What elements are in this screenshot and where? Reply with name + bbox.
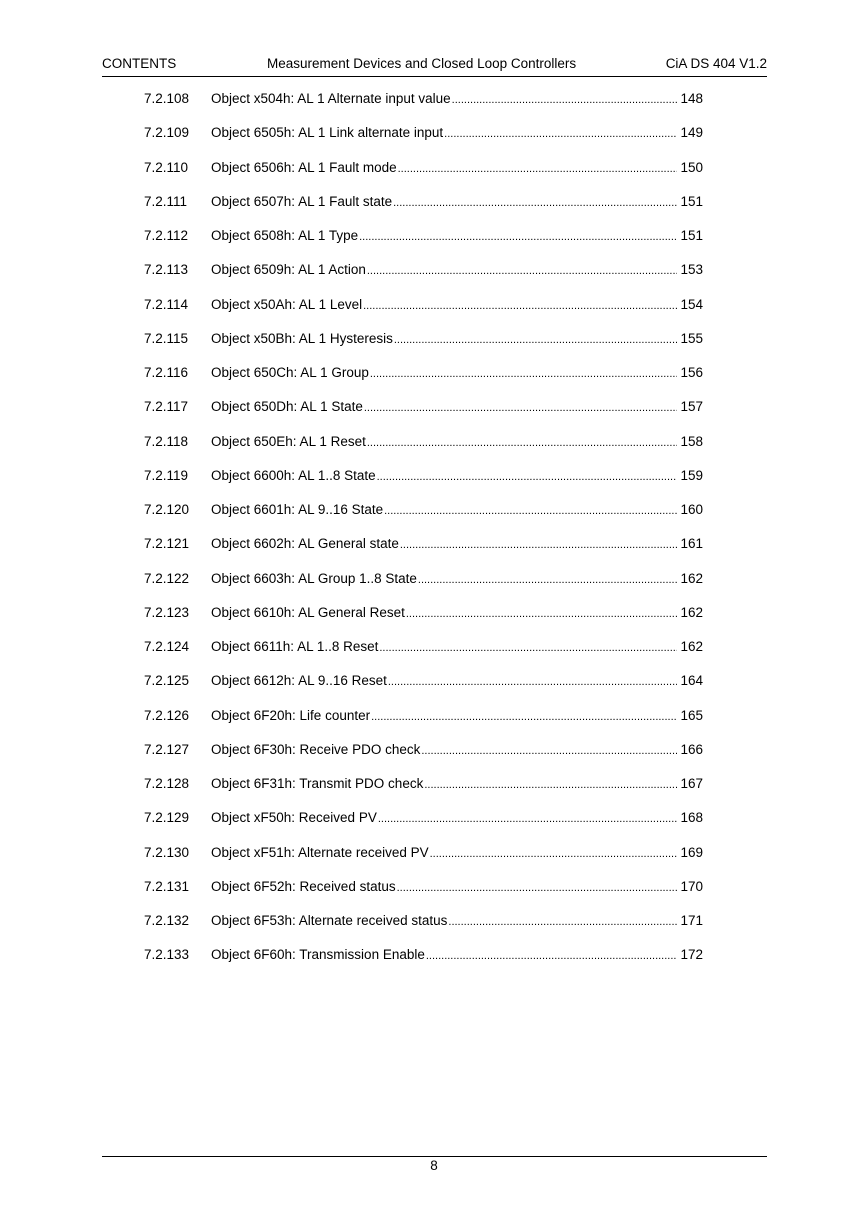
toc-entry-title: Object 6F20h: Life counter	[211, 707, 371, 723]
toc-entry[interactable]	[0, 396, 868, 430]
toc-entry-line	[211, 605, 703, 620]
toc-entry-title: Object 6600h: AL 1..8 State	[211, 467, 376, 483]
toc-entry-title: Object 6F31h: Transmit PDO check	[211, 776, 424, 791]
toc-entry-line	[211, 947, 703, 962]
toc-dot-leader	[377, 471, 678, 483]
toc-entry-title: Object 650Eh: AL 1 Reset	[211, 433, 366, 449]
toc-entry-line	[211, 91, 703, 106]
toc-entry-page: 157	[680, 399, 703, 415]
toc-entry[interactable]	[0, 499, 868, 533]
toc-entry-number: 7.2.124	[144, 639, 190, 654]
toc-entry-page: 159	[680, 467, 703, 483]
toc-entry[interactable]	[0, 670, 868, 704]
toc-entry-page: 170	[680, 878, 703, 894]
toc-entry-number: 7.2.123	[144, 604, 190, 620]
toc-entry-title: Object 6601h: AL 9..16 State	[211, 502, 384, 517]
toc-entry-number: 7.2.130	[144, 844, 190, 860]
toc-entry[interactable]	[0, 602, 868, 636]
toc-entry-line	[211, 673, 703, 688]
toc-dot-leader	[393, 197, 677, 209]
toc-entry-line	[211, 913, 703, 928]
toc-entry-number: 7.2.119	[144, 467, 189, 483]
toc-entry-line	[211, 810, 703, 825]
toc-entry[interactable]	[0, 294, 868, 328]
toc-dot-leader	[418, 574, 678, 586]
toc-entry-title: Object x50Ah: AL 1 Level	[211, 296, 363, 312]
toc-entry[interactable]	[0, 328, 868, 362]
toc-entry-line	[211, 742, 703, 757]
toc-entry[interactable]	[0, 568, 868, 602]
toc-entry[interactable]	[0, 88, 868, 122]
toc-dot-leader	[394, 334, 678, 346]
table-of-contents	[0, 88, 868, 979]
toc-entry-title: Object x50Bh: AL 1 Hysteresis	[211, 330, 393, 346]
toc-dot-leader	[424, 779, 677, 791]
toc-entry-line	[211, 845, 703, 860]
toc-entry[interactable]	[0, 431, 868, 465]
toc-entry-page: 151	[680, 228, 703, 243]
toc-entry-title: Object 6612h: AL 9..16 Reset	[211, 673, 387, 689]
toc-entry-title: Object 6610h: AL General Reset	[211, 604, 405, 620]
toc-dot-leader	[364, 402, 678, 414]
toc-entry-number: 7.2.129	[144, 810, 190, 826]
toc-entry[interactable]	[0, 739, 868, 773]
toc-entry-number: 7.2.125	[144, 673, 190, 689]
toc-entry-number: 7.2.133	[144, 947, 190, 963]
toc-entry-title: Object 650Dh: AL 1 State	[211, 399, 363, 415]
toc-entry-line	[211, 571, 703, 586]
toc-dot-leader	[406, 608, 678, 620]
toc-entry[interactable]	[0, 807, 868, 841]
toc-dot-leader	[379, 642, 677, 654]
toc-entry-title: Object 6F60h: Transmission Enable	[211, 947, 425, 963]
toc-entry-title: Object 6F52h: Received status	[211, 878, 396, 894]
toc-entry[interactable]	[0, 225, 868, 259]
toc-entry-page: 154	[680, 296, 703, 312]
toc-entry[interactable]	[0, 362, 868, 396]
toc-entry-title: Object 6506h: AL 1 Fault mode	[211, 159, 397, 175]
toc-entry-line	[211, 194, 703, 209]
toc-entry-title: Object 6611h: AL 1..8 Reset	[211, 639, 379, 654]
toc-entry-page: 160	[680, 502, 703, 517]
toc-entry-line	[211, 536, 703, 551]
toc-entry-number: 7.2.113	[144, 262, 189, 278]
toc-entry-number: 7.2.126	[144, 707, 190, 723]
toc-dot-leader	[426, 950, 678, 962]
toc-dot-leader	[378, 813, 678, 825]
toc-entry-page: 153	[680, 262, 703, 278]
toc-entry[interactable]	[0, 636, 868, 670]
toc-entry-page: 166	[680, 741, 703, 757]
toc-entry-line	[211, 262, 703, 277]
toc-entry-title: Object 6507h: AL 1 Fault state	[211, 193, 393, 209]
toc-entry[interactable]	[0, 842, 868, 876]
toc-entry-number: 7.2.120	[144, 502, 190, 517]
toc-entry-page: 169	[680, 844, 703, 860]
toc-dot-leader	[363, 300, 677, 312]
toc-entry-page: 149	[680, 125, 703, 141]
toc-entry-title: Object 6F30h: Receive PDO check	[211, 741, 421, 757]
toc-entry-page: 148	[680, 91, 703, 106]
toc-entry-page: 155	[680, 330, 703, 346]
toc-entry-page: 162	[680, 604, 703, 620]
toc-entry-number: 7.2.118	[144, 433, 189, 449]
toc-entry-page: 164	[680, 673, 703, 689]
toc-entry-title: Object x504h: AL 1 Alternate input value	[211, 91, 451, 106]
toc-entry-number: 7.2.112	[144, 228, 189, 243]
toc-entry-number: 7.2.127	[144, 741, 190, 757]
toc-entry-line	[211, 708, 703, 723]
toc-entry-number: 7.2.121	[144, 536, 190, 552]
toc-dot-leader	[421, 745, 677, 757]
toc-dot-leader	[448, 916, 677, 928]
toc-entry[interactable]	[0, 533, 868, 567]
toc-entry-number: 7.2.115	[144, 330, 189, 346]
toc-entry-title: Object 650Ch: AL 1 Group	[211, 365, 369, 380]
toc-entry-number: 7.2.108	[144, 91, 190, 106]
toc-entry-line	[211, 502, 703, 517]
page-header	[102, 56, 767, 76]
toc-entry-title: Object 6F53h: Alternate received status	[211, 913, 448, 928]
toc-entry-page: 172	[680, 947, 703, 963]
header-document-title: Measurement Devices and Closed Loop Controllers	[267, 56, 577, 71]
toc-entry-number: 7.2.111	[144, 193, 188, 209]
page-number: 8	[430, 1158, 438, 1173]
header-divider	[102, 76, 767, 77]
toc-entry-title: Object 6602h: AL General state	[211, 536, 399, 552]
toc-dot-leader	[400, 539, 678, 551]
toc-entry-page: 171	[680, 913, 703, 928]
toc-entry[interactable]	[0, 259, 868, 293]
toc-entry-line	[211, 331, 703, 346]
toc-entry[interactable]	[0, 157, 868, 191]
header-section-title: CONTENTS	[102, 56, 177, 71]
toc-entry-title: Object xF50h: Received PV	[211, 810, 377, 826]
toc-dot-leader	[388, 676, 678, 688]
toc-entry-page: 161	[680, 536, 703, 552]
toc-entry-line	[211, 879, 703, 894]
toc-entry-number: 7.2.109	[144, 125, 190, 141]
toc-entry-page: 156	[680, 365, 703, 380]
toc-entry-page: 151	[680, 193, 703, 209]
header-document-version: CiA DS 404 V1.2	[665, 56, 767, 71]
toc-entry-title: Object 6508h: AL 1 Type	[211, 228, 359, 243]
toc-entry-title: Object 6603h: AL Group 1..8 State	[211, 570, 417, 586]
toc-dot-leader	[367, 437, 678, 449]
toc-dot-leader	[430, 848, 678, 860]
toc-entry-page: 168	[680, 810, 703, 826]
toc-entry-line	[211, 365, 703, 380]
toc-dot-leader	[359, 231, 677, 243]
toc-entry[interactable]	[0, 944, 868, 978]
toc-entry-page: 150	[680, 159, 703, 175]
toc-dot-leader	[452, 94, 678, 106]
toc-entry[interactable]	[0, 773, 868, 807]
toc-dot-leader	[371, 711, 677, 723]
toc-entry-page: 162	[680, 639, 703, 654]
footer-divider	[102, 1156, 767, 1157]
toc-dot-leader	[398, 163, 678, 175]
toc-entry-number: 7.2.132	[144, 913, 190, 928]
toc-dot-leader	[397, 882, 678, 894]
toc-entry-line	[211, 125, 703, 140]
toc-entry[interactable]	[0, 122, 868, 156]
toc-entry-line	[211, 228, 703, 243]
toc-entry-line	[211, 434, 703, 449]
toc-entry[interactable]	[0, 910, 868, 944]
toc-entry-page: 165	[680, 707, 703, 723]
toc-entry-title: Object 6509h: AL 1 Action	[211, 262, 366, 278]
toc-dot-leader	[444, 128, 677, 140]
toc-entry-line	[211, 639, 703, 654]
toc-entry-number: 7.2.114	[144, 296, 189, 312]
toc-entry[interactable]	[0, 465, 868, 499]
toc-entry-number: 7.2.131	[144, 878, 190, 894]
toc-entry[interactable]	[0, 191, 868, 225]
toc-entry-page: 167	[680, 776, 703, 791]
toc-entry-number: 7.2.128	[144, 776, 190, 791]
toc-entry-line	[211, 776, 703, 791]
toc-entry-line	[211, 297, 703, 312]
toc-entry-line	[211, 468, 703, 483]
toc-entry-line	[211, 399, 703, 414]
toc-entry-number: 7.2.117	[144, 399, 189, 415]
toc-entry[interactable]	[0, 705, 868, 739]
toc-entry-title: Object xF51h: Alternate received PV	[211, 844, 429, 860]
toc-dot-leader	[370, 368, 678, 380]
toc-dot-leader	[384, 505, 677, 517]
toc-entry-line	[211, 160, 703, 175]
toc-entry-number: 7.2.110	[144, 159, 189, 175]
toc-entry-page: 162	[680, 570, 703, 586]
toc-entry-number: 7.2.116	[144, 365, 189, 380]
toc-entry-page: 158	[680, 433, 703, 449]
toc-entry[interactable]	[0, 876, 868, 910]
toc-dot-leader	[367, 265, 678, 277]
toc-entry-number: 7.2.122	[144, 570, 190, 586]
toc-entry-title: Object 6505h: AL 1 Link alternate input	[211, 125, 444, 141]
